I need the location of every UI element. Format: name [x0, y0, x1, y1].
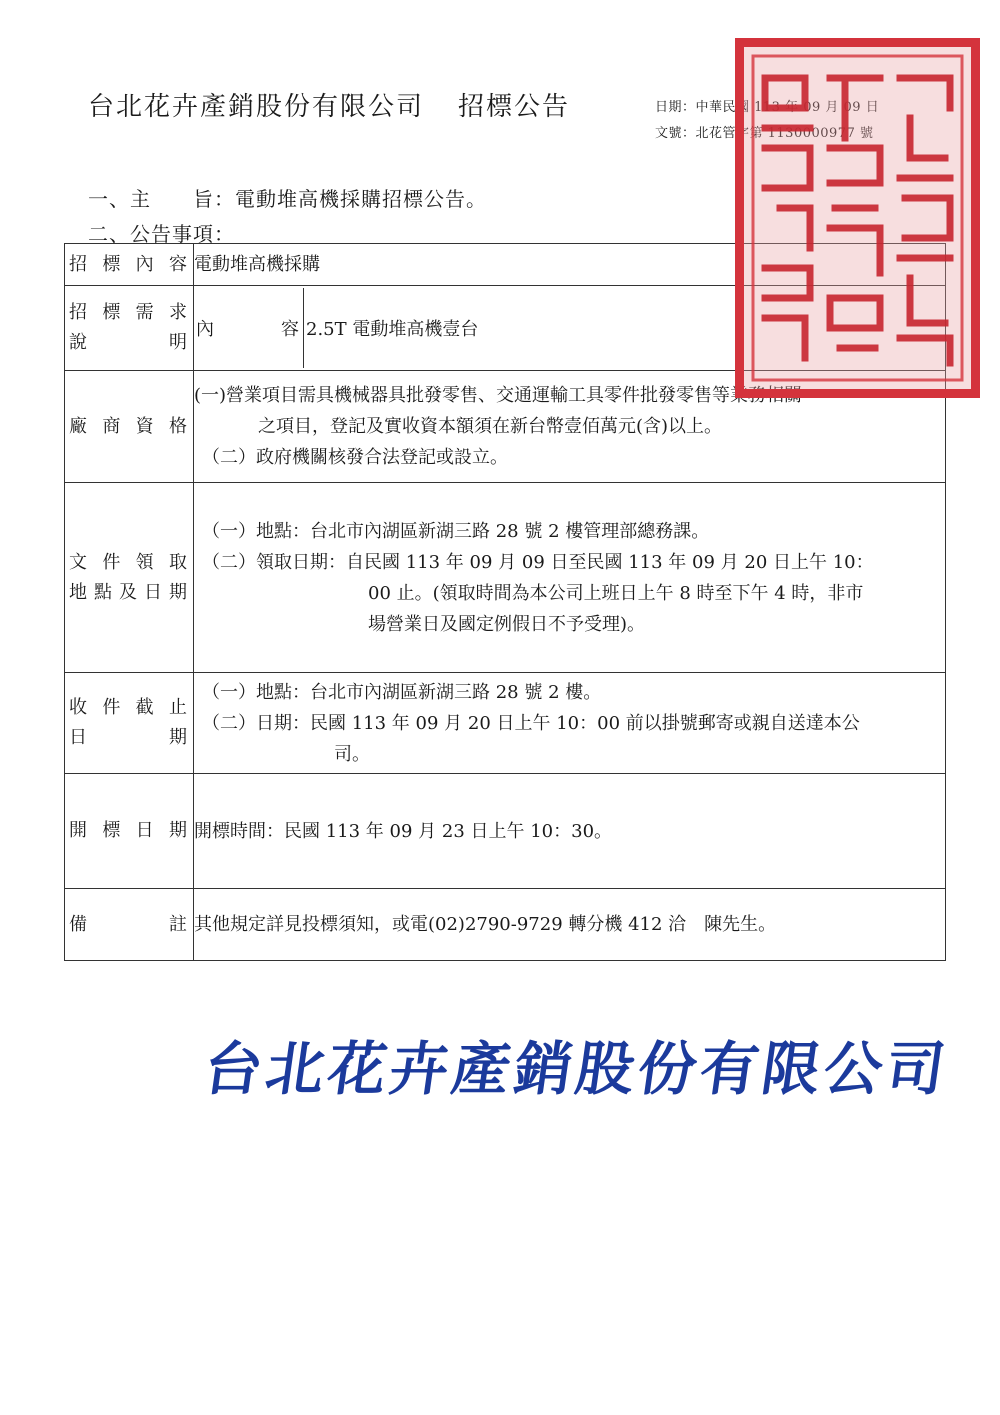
row-opening	[65, 774, 946, 889]
deadline-item2-line2: 司。	[334, 743, 370, 765]
doc-type: 招標公告	[458, 92, 571, 122]
reference-number: 文號：北花管字第 1130000977 號	[655, 126, 874, 141]
opening-value: 開標時間：民國 113 年 09 月 23 日上午 10：30。	[194, 774, 946, 889]
label-content: 招標內容	[65, 244, 194, 286]
requirement-value: 2.5T 電動堆高機壹台	[306, 319, 479, 340]
row-documents	[65, 483, 946, 673]
label-documents-l2: 地點及日期	[69, 581, 189, 603]
value-content: 電動堆高機採購	[194, 244, 946, 286]
label-requirement	[65, 286, 194, 371]
vendor-item1-line2: 之項目，登記及實收資本額須在新台幣壹佰萬元(含)以上。	[258, 416, 723, 437]
label-remarks: 備註	[65, 889, 194, 961]
row-deadline	[65, 673, 946, 774]
subject-label-a: 一、主	[88, 187, 151, 211]
label-opening: 開標日期	[65, 774, 194, 889]
date-line: 日期：中華民國 113 年 09 月 09 日	[655, 100, 880, 115]
row-remarks	[65, 889, 946, 961]
label-documents-l1: 文件領取	[69, 551, 189, 573]
label-deadline-l1: 收件截止	[69, 697, 189, 718]
company-signature: 台北花卉產銷股份有限公司	[199, 1035, 954, 1103]
label-deadline-l2: 日期	[69, 727, 189, 748]
label-requirement-l2: 說明	[69, 332, 189, 353]
label-requirement-l1: 招標需求	[69, 302, 189, 323]
inner-label-b: 容	[281, 319, 299, 340]
company-name: 台北花卉產銷股份有限公司	[88, 92, 425, 122]
subject-label-b: 旨：	[193, 187, 235, 211]
inner-label-a: 內	[196, 319, 214, 340]
deadline-cell	[194, 673, 946, 774]
label-vendor: 廠商資格	[65, 371, 194, 483]
label-deadline	[65, 673, 194, 774]
vendor-item2: （二）政府機關核發合法登記或設立。	[202, 447, 508, 468]
documents-item1: （一）地點：台北市內湖區新湖三路 28 號 2 樓管理部總務課。	[202, 520, 710, 542]
remarks-value: 其他規定詳見投標須知，或電(02)2790-9729 轉分機 412 洽 陳先生。	[194, 889, 946, 961]
section-heading: 二、公告事項：	[88, 222, 235, 246]
document-title	[88, 86, 570, 123]
inner-label	[194, 288, 304, 368]
deadline-item2-line1: （二）日期：民國 113 年 09 月 20 日上午 10：00 前以掛號郵寄或親自送達本公	[202, 712, 860, 734]
documents-cell	[194, 483, 946, 673]
deadline-item1: （一）地點：台北市內湖區新湖三路 28 號 2 樓。	[202, 681, 602, 703]
documents-item2-line1: （二）領取日期：自民國 113 年 09 月 09 日至民國 113 年 09 月 20 日上午 10：	[202, 551, 874, 573]
seal-graphic	[735, 38, 980, 398]
label-documents	[65, 483, 194, 673]
vendor-item1-line1: (一)營業項目需具機械器具批發零售、交通運輸工具零件批發零售等業務相關	[194, 385, 803, 406]
subject-text: 電動堆高機採購招標公告。	[235, 187, 487, 211]
documents-item2-line2: 00 止。(領取時間為本公司上班日上午 8 時至下午 4 時，非市	[368, 582, 864, 604]
subject-line	[88, 183, 487, 212]
company-seal-stamp	[735, 38, 980, 398]
documents-item2-line3: 場營業日及國定例假日不予受理)。	[368, 613, 646, 635]
